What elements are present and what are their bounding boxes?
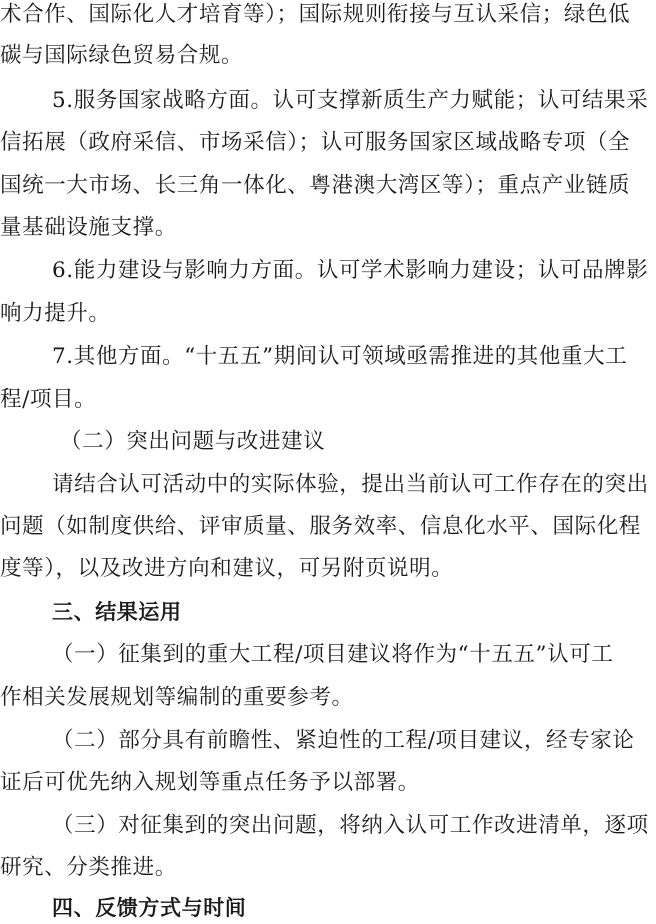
body-line-1: 术合作、国际化人才培育等）；国际规则衔接与互认采信；绿色低 [0,2,631,27]
body-line-17: 作相关发展规划等编制的重要参考。 [0,685,354,710]
subsection-heading-problems: （二）突出问题与改进建议 [60,429,326,454]
body-line-12: 请结合认可活动中的实际体验，提出当前认可工作存在的突出 [52,472,649,497]
section-heading-results: 三、结果运用 [52,600,182,624]
body-line-8: 响力提升。 [0,301,111,326]
body-line-18: （二）部分具有前瞻性、紧迫性的工程/项目建议，经专家论 [52,728,635,753]
body-line-5: 国统一大市场、长三角一体化、粤港澳大湾区等）；重点产业链质 [0,173,631,198]
body-line-10: 程/项目。 [0,387,97,412]
item-5-heading-line: 5.服务国家战略方面。认可支撑新质生产力赋能；认可结果采 [52,88,649,113]
body-line-2: 碳与国际绿色贸易合规。 [0,43,244,68]
body-line-13: 问题（如制度供给、评审质量、服务效率、信息化水平、国际化程 [0,514,641,539]
section-heading-feedback: 四、反馈方式与时间 [52,896,247,920]
item-7-heading-line: 7.其他方面。“十五五”期间认可领域亟需推进的其他重大工 [52,344,628,369]
body-line-21: 研究、分类推进。 [0,855,177,880]
body-line-6: 量基础设施支撑。 [0,215,177,240]
body-line-4: 信拓展（政府采信、市场采信）；认可服务国家区域战略专项（全 [0,130,631,155]
body-line-14: 度等），以及改进方向和建议，可另附页说明。 [0,556,454,581]
body-line-16: （一）征集到的重大工程/项目建议将作为“十五五”认可工 [52,642,614,667]
item-6-heading-line: 6.能力建设与影响力方面。认可学术影响力建设；认可品牌影 [52,258,649,283]
body-line-20: （三）对征集到的突出问题，将纳入认可工作改进清单，逐项 [52,813,649,838]
body-line-19: 证后可优先纳入规划等重点任务予以部署。 [0,770,420,795]
